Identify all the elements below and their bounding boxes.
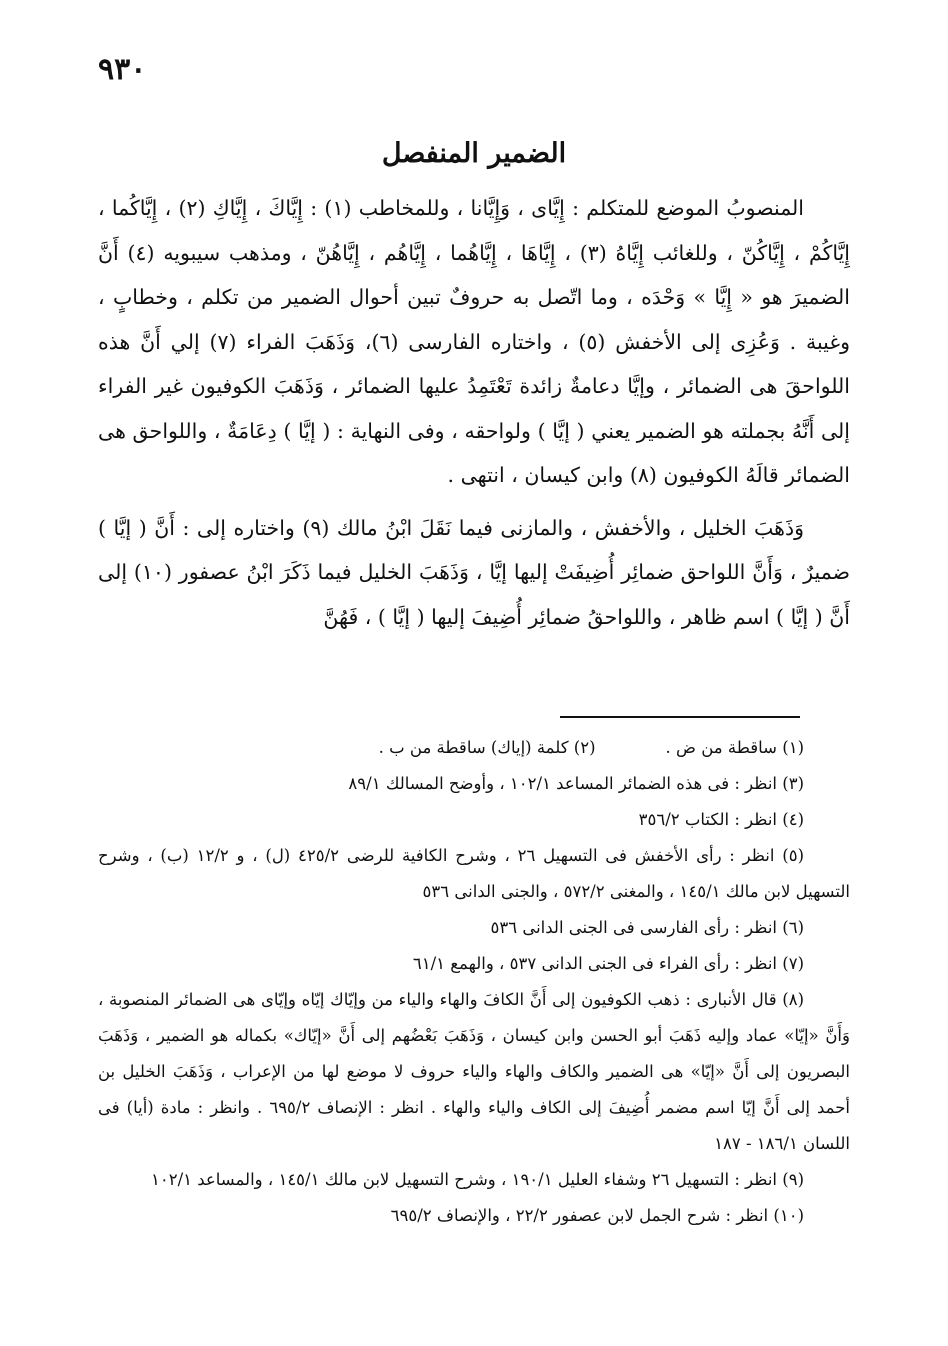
paragraph-1: المنصوبُ الموضع للمتكلم : إِيَّاى ، وَإِيَّانا ، وللمخاطب (١) : إِيَّاكَ ، إِيَّاكِ (٢) ، إِيَّاكُما ، إِيَّاكُمْ ، إِيَّاكُنّ ، وللغائب إِيَّاهُ (٣) ، إِيَّاهَا ، إِيَّاهُما ، إِيَّاهُم ، إِيَّاهُنّ ، ومذهب سيبويه (٤) أَنَّ الضميرَ هو « إِيَّا » وَحْدَه ، وما اتّصل به حروفٌ تبين أحوال الضمير من تكلم ، وخطابٍ ، وغيبة . وَعُزِى إلى الأخفش (٥) ، واختاره الفارسى (٦)، وَذَهَبَ الفراء (٧) إلي أَنَّ هذه اللواحقَ هى الضمائر ، وإيَّا دعامةٌ زائدة تَعْتَمِدُ عليها الضمائر ، وَذَهَبَ الكوفيون غير الفراء إلى أَنَّهُ بجملته هو الضمير يعني ( إيَّا ) ولواحقه ، وفى النهاية : ( إيَّا ) دِعَامَةٌ ، واللواحق هى الضمائر قالَهُ الكوفيون (٨) وابن كيسان ، انتهى . (98, 196, 850, 487)
footnote-6: (٦) انظر : رأى الفارسى فى الجنى الدانى ٥٣٦ (490, 918, 804, 937)
footnote-5: (٥) انظر : رأى الأخفش فى التسهيل ٢٦ ، وشرح الكافية للرضى ٤٢٥/٢ (ل) ، و ١٢/٢ (ب) ، وشرح التسهيل لابن مالك ١٤٥/١ ، والمغنى ٥٧٢/٢ ، والجنى الدانى ٥٣٦ (98, 846, 850, 901)
footnote-4: (٤) انظر : الكتاب ٣٥٦/٢ (638, 810, 804, 829)
footnote-7: (٧) انظر : رأى الفراء فى الجنى الدانى ٥٣٧ ، والهمع ٦١/١ (412, 954, 804, 973)
main-text (98, 186, 850, 647)
footnotes (98, 730, 850, 1234)
footnote-3: (٣) انظر : فى هذه الضمائر المساعد ١٠٢/١ ، وأوضح المسالك ٨٩/١ (348, 774, 804, 793)
footnote-row-1-2 (98, 730, 850, 766)
footnote-divider (560, 716, 800, 718)
footnote-1: (١) ساقطة من ض . (665, 738, 804, 757)
footnote-8: (٨) قال الأنبارى : ذهب الكوفيون إلى أَنَّ الكافَ والهاء والياء من وإيّاك إيّاه وإيّاى هى الضمائر المنصوبة ، وَأَنَّ «إيّا» عماد وإليه ذَهَبَ أبو الحسن وابن كيسان ، وَذَهَبَ بَعْضُهم إلى أَنَّ «إيّاك» بكماله هو الضمير ، وَذَهَبَ البصريون إلى أَنَّ «إيّا» هى الضمير والكاف والهاء والياء حروف لا موضع لها من الإعراب ، وَذَهَبَ الخليل بن أحمد إلى أَنَّ إيّا اسم مضمر أُضِيفَ إلى الكاف والياء والهاء . انظر : الإنصاف ٦٩٥/٢ . وانظر : مادة (أيا) فى اللسان ١٨٦/١ - ١٨٧ (98, 990, 850, 1153)
footnote-9: (٩) انظر : التسهيل ٢٦ وشفاء العليل ١٩٠/١ ، وشرح التسهيل لابن مالك ١٤٥/١ ، والمساعد ١٠٢/١ (151, 1170, 804, 1189)
paragraph-2: وَذَهَبَ الخليل ، والأخفش ، والمازنى فيما نَقَلَ ابْنُ مالك (٩) واختاره إلى : أَنَّ ( إيَّا ) ضميرٌ ، وَأَنَّ اللواحق ضمائِر أُضِيفَتْ إليها إيَّا ، وَذَهَبَ الخليل فيما ذَكَرَ ابْنُ عصفور (١٠) إلى أَنَّ ( إيَّا ) اسم ظاهر ، واللواحقُ ضمائِر أُضِيفَ إليها ( إيَّا ) ، فَهُنَّ (98, 515, 850, 629)
footnote-10: (١٠) انظر : شرح الجمل لابن عصفور ٢٢/٢ ، والإنصاف ٦٩٥/٢ (390, 1206, 804, 1225)
page-number: ٩٣٠ (98, 52, 147, 87)
footnote-2: (٢) كلمة (إياك) ساقطة من ب . (378, 738, 596, 757)
section-title: الضمير المنفصل (381, 138, 567, 169)
